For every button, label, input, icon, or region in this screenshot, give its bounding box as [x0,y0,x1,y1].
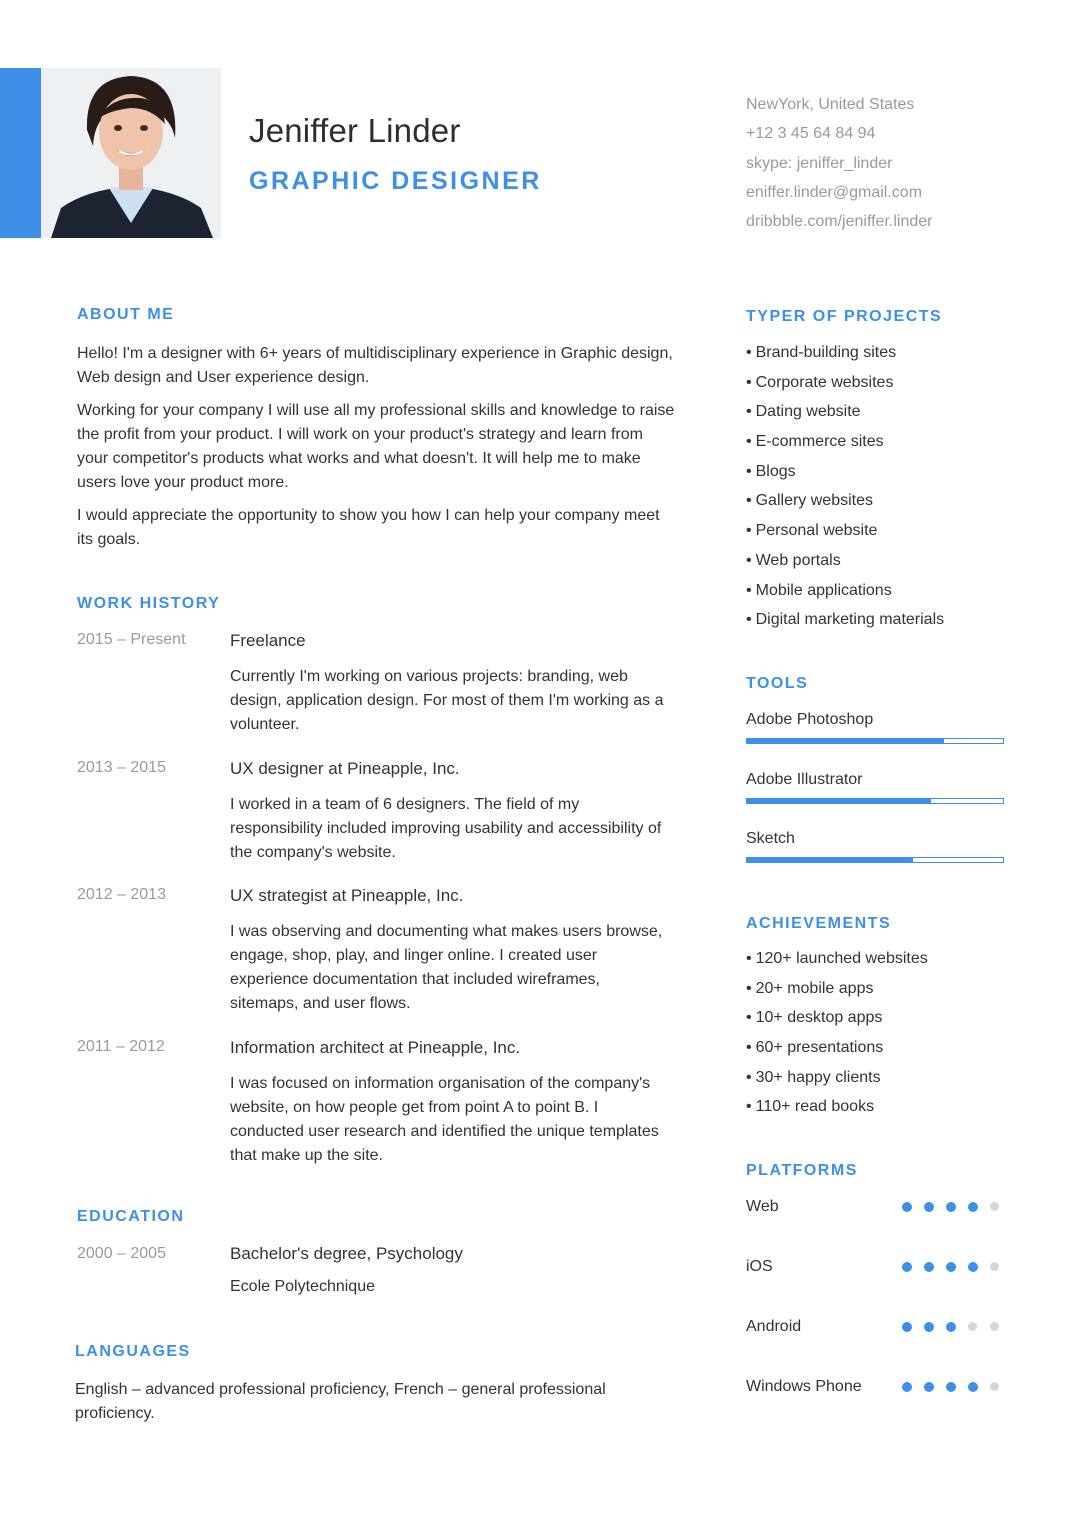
list-item: • Web portals [746,550,944,580]
section-title-languages: LANGUAGES [75,1343,191,1360]
tool-name: Adobe Photoshop [746,711,874,728]
education-period: 2000 – 2005 [77,1245,166,1262]
list-item: • Gallery websites [746,490,944,520]
job-period: 2011 – 2012 [77,1038,165,1055]
contact-dribbble[interactable]: dribbble.com/jeniffer.linder [746,213,933,231]
skill-bar-track [746,738,1004,744]
rating-dot-filled [946,1262,956,1272]
job-description: Currently I'm working on various projects: branding, web design, application design. For most of them I'm working as a volunteer. [230,668,664,733]
section-title-tools: TOOLS [746,675,809,692]
job-title: UX designer at Pineapple, Inc. [230,759,460,778]
job-description: I worked in a team of 6 designers. The field of my responsibility included improving usability and accessibility of the company's website. [230,796,662,861]
rating-dot-filled [968,1382,978,1392]
section-title-work: WORK HISTORY [77,595,221,612]
education-degree: Bachelor's degree, Psychology [230,1244,463,1263]
rating-dot-filled [902,1322,912,1332]
tool-skill [746,828,1004,850]
job-title: Information architect at Pineapple, Inc. [230,1038,521,1057]
list-item: • Mobile applications [746,580,944,610]
list-item: • Corporate websites [746,372,944,402]
rating-dot-filled [924,1262,934,1272]
rating-dot-empty [990,1262,999,1271]
languages-text: English – advanced professional proficiency, French – general professional proficiency. [75,1381,606,1422]
about-paragraph: I would appreciate the opportunity to show you how I can help your company meet its goals. [77,507,660,548]
contact-phone: +12 3 45 64 84 94 [746,125,876,143]
tool-name: Adobe Illustrator [746,771,863,788]
list-item: • 20+ mobile apps [746,978,928,1008]
platform-name: Windows Phone [746,1378,862,1395]
job-description: I was observing and documenting what makes users browse, engage, shop, play, and linger online. I created user experience documentation that included wireframes, sitemaps, and user flows. [230,923,663,1012]
rating-dot-filled [902,1202,912,1212]
skill-bar-fill [747,739,944,743]
tool-name: Sketch [746,830,795,847]
projects-list [746,342,944,639]
platform-row [746,1376,1006,1398]
list-item: • 30+ happy clients [746,1067,928,1097]
education-school: Ecole Polytechnique [230,1278,375,1295]
job-description: I was focused on information organisation of the company's website, on how people get from point A to point B. I conducted user research and identified the unique templates that make up the site. [230,1075,659,1164]
rating-dot-filled [924,1382,934,1392]
contact-location: NewYork, United States [746,96,915,113]
about-paragraph: Working for your company I will use all my professional skills and knowledge to raise the profit from your product. I will work on your product's strategy and learn from your competitor's products what works and what doesn't. It will help me to make users love your product more. [77,402,675,491]
job-period: 2012 – 2013 [77,886,166,903]
rating-dot-filled [924,1322,934,1332]
list-item: • 60+ presentations [746,1037,928,1067]
rating-dot-filled [902,1382,912,1392]
candidate-name: Jeniffer Linder [249,112,461,149]
job-title: UX strategist at Pineapple, Inc. [230,886,464,905]
rating-dot-empty [990,1322,999,1331]
rating-dot-empty [968,1322,977,1331]
list-item: • Brand-building sites [746,342,944,372]
tool-skill [746,769,1004,791]
job-period: 2013 – 2015 [77,759,166,776]
tool-skill [746,709,1004,731]
rating-dot-filled [902,1262,912,1272]
list-item: • Personal website [746,520,944,550]
platform-row [746,1196,1006,1218]
list-item: • 10+ desktop apps [746,1007,928,1037]
skill-bar-track [746,798,1004,804]
section-title-platforms: PLATFORMS [746,1162,858,1179]
platform-row [746,1256,1006,1278]
rating-dot-empty [990,1202,999,1211]
list-item: • 110+ read books [746,1096,928,1126]
platform-name: Android [746,1318,802,1335]
rating-dot-filled [946,1322,956,1332]
rating-dot-filled [968,1262,978,1272]
list-item: • E-commerce sites [746,431,944,461]
rating-dot-filled [946,1202,956,1212]
contact-skype: skype: jeniffer_linder [746,154,893,172]
contact-info [746,94,932,240]
platform-name: Web [746,1198,779,1215]
platform-row [746,1316,1006,1338]
list-item: • Digital marketing materials [746,609,944,639]
list-item: • Blogs [746,461,944,491]
achievements-list [746,948,928,1126]
list-item: • Dating website [746,401,944,431]
rating-dot-filled [946,1382,956,1392]
profile-photo [41,68,221,238]
rating-dot-empty [990,1382,999,1391]
section-title-education: EDUCATION [77,1208,185,1225]
job-period: 2015 – Present [77,631,186,648]
candidate-role: GRAPHIC DESIGNER [249,167,542,195]
rating-dot-filled [968,1202,978,1212]
skill-bar-track [746,857,1004,863]
job-title: Freelance [230,631,306,650]
about-paragraph: Hello! I'm a designer with 6+ years of multidisciplinary experience in Graphic design, Web design and User experience design. [77,345,673,386]
contact-email[interactable]: eniffer.linder@gmail.com [746,183,923,201]
list-item: • 120+ launched websites [746,948,928,978]
skill-bar-fill [747,799,931,803]
skill-bar-fill [747,858,913,862]
section-title-achievements: ACHIEVEMENTS [746,915,892,932]
platform-name: iOS [746,1258,773,1275]
rating-dot-filled [924,1202,934,1212]
section-title-projects: TYPER OF PROJECTS [746,308,943,325]
accent-bar [0,68,41,238]
section-title-about: ABOUT ME [77,306,175,323]
about-section [77,342,677,561]
